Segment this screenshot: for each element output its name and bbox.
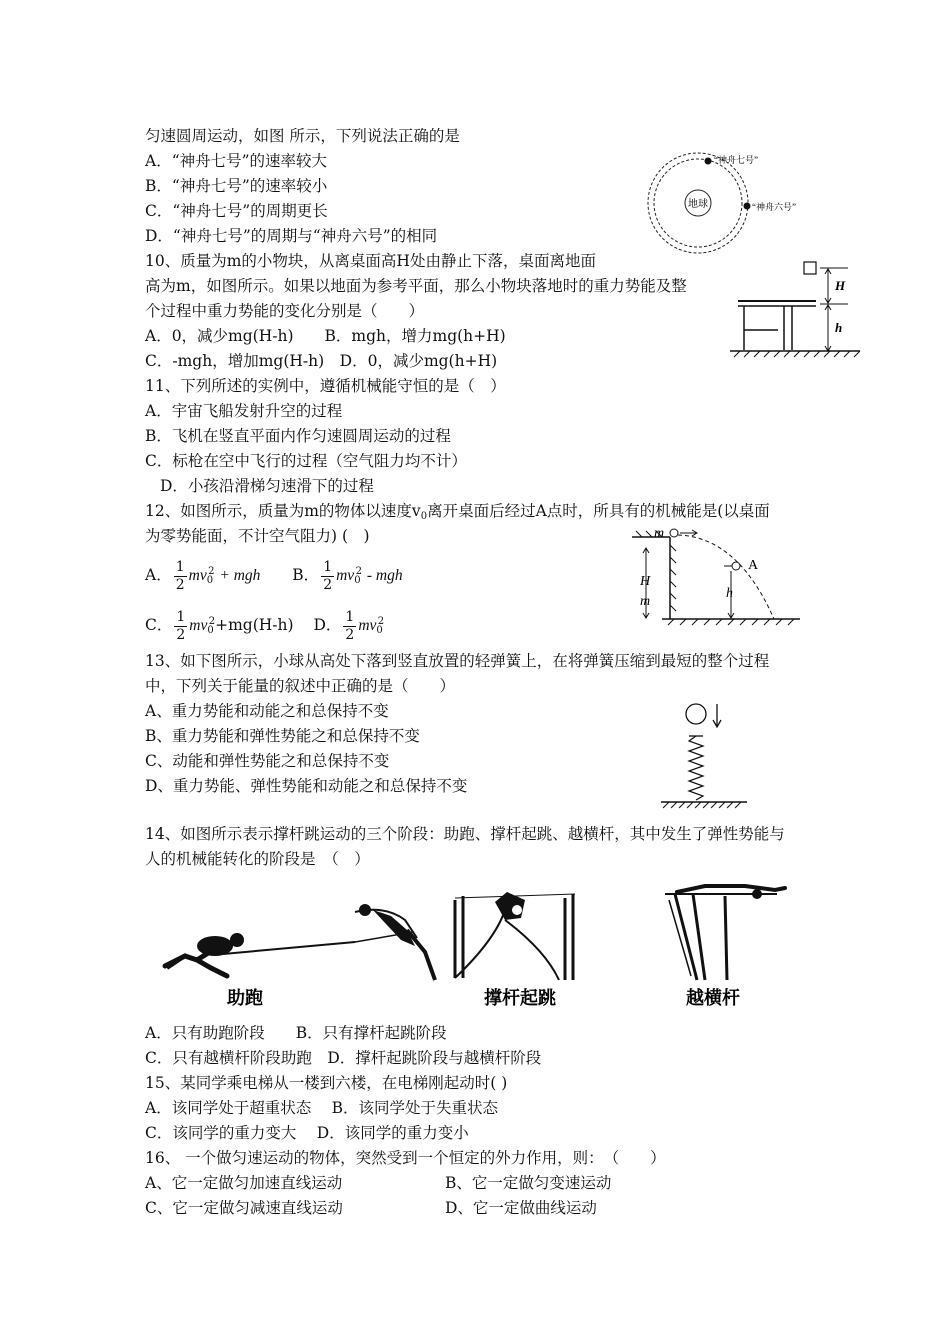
m-label-side: m — [640, 594, 651, 609]
q14-line1: 14、如图所示表示撑杆跳运动的三个阶段：助跑、撑杆起跳、越横杆，其中发生了弹性势能与 — [145, 825, 785, 843]
q9-option-a: A．“神舟七号”的速率较大 — [145, 152, 328, 170]
q13-line1: 13、如下图所示，小球从高处下落到竖直放置的轻弹簧上，在将弹簧压缩到最短的整个过程 — [145, 652, 770, 670]
q15-options-ab: A．该同学处于超重状态 B．该同学处于失重状态 — [145, 1099, 499, 1117]
q9-option-c: C．“神舟七号”的周期更长 — [145, 202, 328, 220]
ship7-label: “神舟七号” — [714, 155, 758, 165]
earth-label: 地球 — [688, 199, 708, 210]
trajectory — [678, 535, 774, 619]
q13-option-c: C、动能和弹性势能之和总保持不变 — [145, 752, 390, 770]
q10-options-cd: C．-mgh，增加mg(H-h) D．0，减少mg(h+H) — [145, 352, 498, 370]
q11-option-d: D．小孩沿滑梯匀速滑下的过程 — [160, 477, 374, 495]
pole-vault-figure — [145, 880, 795, 1015]
ship6-label: “神舟六号” — [752, 202, 796, 212]
frac-half: $\frac{1}{2}$ — [175, 558, 185, 593]
q9-option-d: D．“神舟七号”的周期与“神舟六号”的相同 — [145, 227, 438, 245]
q13-option-a: A、重力势能和动能之和总保持不变 — [145, 702, 389, 720]
q13-option-b: B、重力势能和弹性势能之和总保持不变 — [145, 727, 420, 745]
q10-line2: 高为m，如图所示。如果以地面为参考平面，那么小物块落地时的重力势能及整 — [145, 277, 687, 295]
q9-stem: 匀速圆周运动，如图 所示，下列说法正确的是 — [145, 127, 460, 145]
q11-option-b: B．飞机在竖直平面内作匀速圆周运动的过程 — [145, 427, 451, 445]
projectile-figure — [628, 525, 808, 635]
spring — [689, 736, 703, 800]
q10-options-ab: A．0，减少mg(H-h) B．mgh，增力mg(h+H) — [145, 327, 506, 345]
bar-clearance-stage — [665, 886, 785, 980]
q12-line1: 12、如图所示，质量为m的物体以速度$v_0$离开桌面后经过A点时，所具有的机械能是(以桌面 — [145, 502, 770, 522]
orbit-figure — [640, 150, 810, 255]
q10-line1: 10、质量为m的小物块，从离桌面高H处由静止下落，桌面离地面 — [145, 252, 596, 270]
ball — [686, 704, 706, 724]
H-label: H — [835, 278, 846, 293]
q16-option-d: D、它一定做曲线运动 — [445, 1199, 597, 1217]
q12-line2: 为零势能面，不计空气阻力) ( ) — [145, 527, 370, 545]
h-label: h — [835, 320, 843, 335]
block — [804, 262, 816, 274]
q14-options-cd: C．只有越横杆阶段助跑 D．撑杆起跳阶段与越横杆阶段 — [145, 1049, 542, 1067]
q12-options-ab: A． $\frac{1}{2}$ $mv_0^2$ + mgh B． $\frac{1}{2}$ $mv_0^2$ - mgh — [145, 558, 403, 593]
stage-label-runup: 助跑 — [227, 988, 263, 1008]
frac-half: $\frac{1}{2}$ — [345, 608, 355, 643]
stage-label-takeoff: 撑杆起跳 — [484, 988, 556, 1008]
q15-stem: 15、某同学乘电梯从一楼到六楼，在电梯刚起动时( ) — [145, 1074, 508, 1092]
q16-option-b: B、它一定做匀变速运动 — [445, 1174, 612, 1192]
q15-options-cd: C．该同学的重力变大 D．该同学的重力变小 — [145, 1124, 469, 1142]
table-drop-figure — [728, 258, 868, 358]
q13-line2: 中，下列关于能量的叙述中正确的是（ ） — [145, 677, 456, 695]
ship7-dot — [705, 158, 712, 165]
A-label: A — [748, 558, 759, 573]
q11-option-c: C．标枪在空中飞行的过程（空气阻力均不计） — [145, 452, 467, 470]
q11-option-a: A．宇宙飞船发射升空的过程 — [145, 402, 343, 420]
spring-figure — [655, 698, 755, 814]
h-label: h — [726, 586, 733, 601]
q11-stem: 11、下列所述的实例中，遵循机械能守恒的是（ ） — [145, 377, 506, 395]
q14-line2: 人的机械能转化的阶段是 （ ） — [145, 850, 370, 868]
q10-line3: 个过程中重力势能的变化分别是（ ） — [145, 302, 425, 320]
q12-options-cd: C． $\frac{1}{2}$ $mv_0^2+mg(H-h)$ D． $\frac{1}{2}$ $mv_0^2$ — [145, 608, 385, 643]
ground-hatch — [734, 351, 860, 357]
q13-option-d: D、重力势能、弹性势能和动能之和总保持不变 — [145, 777, 468, 795]
runner-stage — [165, 932, 413, 976]
ball — [670, 529, 678, 537]
q16-option-a: A、它一定做匀加速直线运动 — [145, 1174, 343, 1192]
frac-half: $\frac{1}{2}$ — [323, 558, 333, 593]
q16-option-c: C、它一定做匀减速直线运动 — [145, 1199, 343, 1217]
point-A — [732, 562, 740, 570]
q16-stem: 16、 一个做匀速运动的物体，突然受到一个恒定的外力作用，则： （ ） — [145, 1149, 666, 1167]
q14-options-ab: A．只有助跑阶段 B．只有撑杆起跳阶段 — [145, 1024, 447, 1042]
frac-half: $\frac{1}{2}$ — [176, 608, 186, 643]
ship6-dot — [744, 203, 751, 210]
m-label-top: m — [654, 526, 665, 541]
stage-label-clearance: 越横杆 — [686, 988, 740, 1008]
H-label: H — [640, 574, 651, 589]
q9-option-b: B．“神舟七号”的速率较小 — [145, 177, 328, 195]
